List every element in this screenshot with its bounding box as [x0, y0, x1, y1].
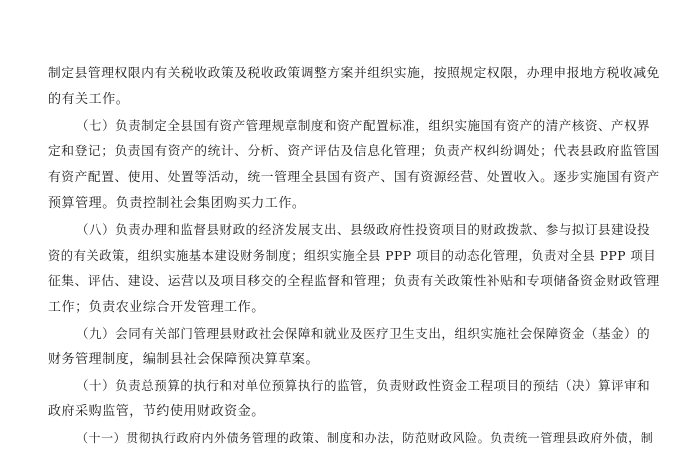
paragraph-11-line: （十一）贯彻执行政府内外债务管理的政策、制度和办法，防范财政风险。负责统一管理县政府外债，制 [76, 431, 654, 445]
paragraph-9-line: （九）会同有关部门管理县财政社会保障和就业及医疗卫生支出，组织实施社会保障资金（基金）的 [76, 326, 651, 341]
text-line: 定和登记；负责国有资产的统计、分析、资产评估及信息化管理；负责产权纠纷调处；代表县政府监管国 [48, 144, 660, 159]
text-line: 征集、评估、建设、运营以及项目移交的全程监督和管理；负责有关政策性补贴和专项储备资金财政管理 [48, 274, 660, 289]
text-line: 政府采购监管，节约使用财政资金。 [48, 404, 265, 419]
paragraph-7-line: （七）负责制定全县国有资产管理规章制度和资产配置标准，组织实施国有资产的清产核资、产权界 [76, 118, 651, 133]
text-line: 工作；负责农业综合开发管理工作。 [48, 300, 265, 315]
paragraph-8-line: （八）负责办理和监督县财政的经济发展支出、县级政府性投资项目的财政拨款、参与拟订县建设投 [76, 222, 651, 237]
text-line: 的有关工作。 [48, 92, 130, 107]
text-line: 资的有关政策，组织实施基本建设财务制度；组织实施全县 PPP 项目的动态化管理，负责对全县 PPP 项目 [48, 249, 657, 263]
paragraph-10-line: （十）负责总预算的执行和对单位预算执行的监管，负责财政性资金工程项目的预结（决）算评审和 [76, 378, 651, 393]
text-line: 财务管理制度，编制县社会保障预决算草案。 [48, 352, 320, 367]
text-line: 有资产配置、使用、处置等活动，统一管理全县国有资产、国有资源经营、处置收入。逐步实施国有资产 [48, 170, 660, 185]
text-line: 预算管理。负责控制社会集团购买力工作。 [48, 196, 306, 211]
text-line: 制定县管理权限内有关税收政策及税收政策调整方案并组织实施，按照规定权限，办理申报地方税收减免 [48, 66, 660, 81]
